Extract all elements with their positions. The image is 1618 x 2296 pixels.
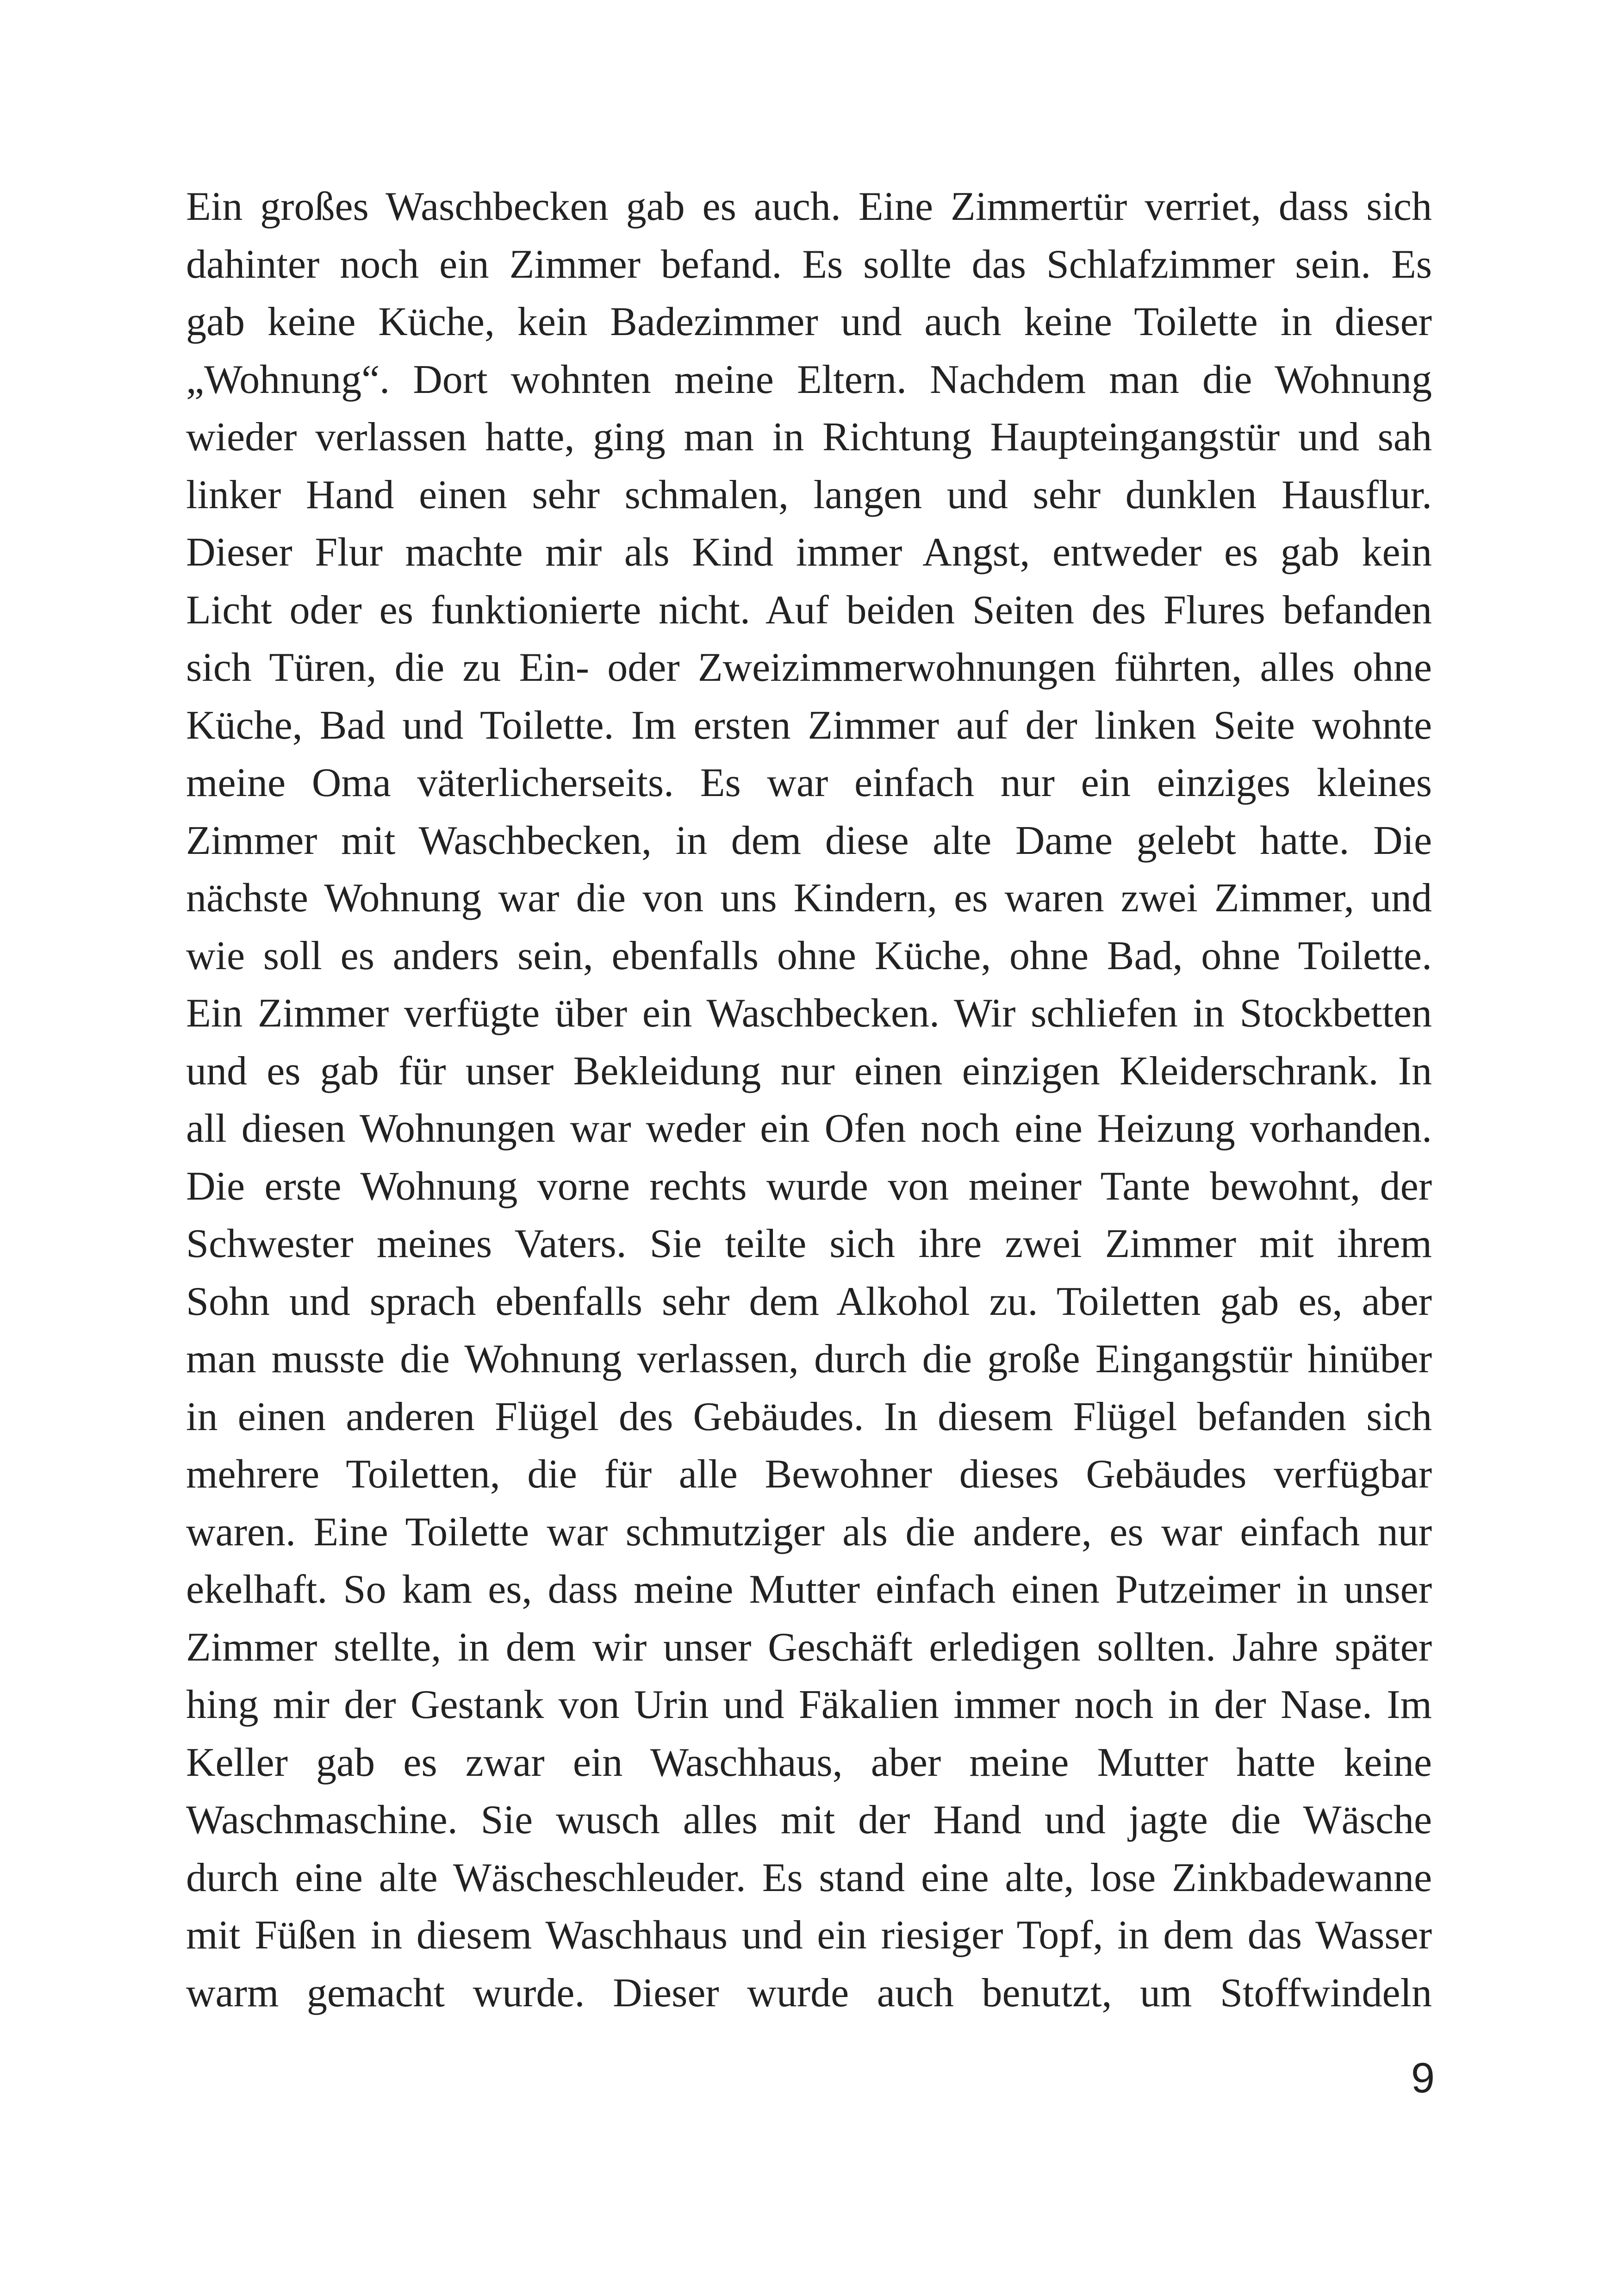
text-line: mit Füßen in diesem Waschhaus und ein riesiger Topf, in dem das Wasser xyxy=(186,1913,1432,1958)
text-line: waren. Eine Toilette war schmutziger als die andere, es war einfach nur xyxy=(186,1509,1432,1555)
text-line: sich Türen, die zu Ein- oder Zweizimmerwohnungen führten, alles ohne xyxy=(186,645,1432,690)
text-line: Küche, Bad und Toilette. Im ersten Zimmer auf der linken Seite wohnte xyxy=(186,703,1432,748)
text-line: mehrere Toiletten, die für alle Bewohner dieses Gebäudes verfügbar xyxy=(186,1452,1432,1497)
text-line: Ein Zimmer verfügte über ein Waschbecken. Wir schliefen in Stockbetten xyxy=(186,991,1432,1036)
text-line: nächste Wohnung war die von uns Kindern, es waren zwei Zimmer, und xyxy=(186,876,1432,921)
text-line: Zimmer mit Waschbecken, in dem diese alte Dame gelebt hatte. Die xyxy=(186,818,1432,863)
text-line: Schwester meines Vaters. Sie teilte sich ihre zwei Zimmer mit ihrem xyxy=(186,1221,1432,1266)
text-line: „Wohnung“. Dort wohnten meine Eltern. Nachdem man die Wohnung xyxy=(186,357,1432,402)
text-line: Waschmaschine. Sie wusch alles mit der Hand und jagte die Wäsche xyxy=(186,1798,1432,1842)
text-line: wie soll es anders sein, ebenfalls ohne Küche, ohne Bad, ohne Toilette. xyxy=(186,933,1432,978)
text-line: Zimmer stellte, in dem wir unser Geschäft erledigen sollten. Jahre später xyxy=(186,1624,1432,1670)
text-line: Ein großes Waschbecken gab es auch. Eine Zimmertür verriet, dass sich xyxy=(186,184,1432,229)
text-line: dahinter noch ein Zimmer befand. Es sollte das Schlafzimmer sein. Es xyxy=(186,242,1432,287)
text-line: wieder verlassen hatte, ging man in Richtung Haupteingangstür und sah xyxy=(186,415,1432,460)
text-line: Die erste Wohnung vorne rechts wurde von meiner Tante bewohnt, der xyxy=(186,1164,1432,1209)
text-line: linker Hand einen sehr schmalen, langen und sehr dunklen Hausflur. xyxy=(186,472,1432,517)
text-line: all diesen Wohnungen war weder ein Ofen noch eine Heizung vorhanden. xyxy=(186,1106,1432,1151)
text-line: durch eine alte Wäscheschleuder. Es stand eine alte, lose Zinkbadewanne xyxy=(186,1855,1432,1900)
text-line: Sohn und sprach ebenfalls sehr dem Alkohol zu. Toiletten gab es, aber xyxy=(186,1279,1432,1324)
text-line: Keller gab es zwar ein Waschhaus, aber meine Mutter hatte keine xyxy=(186,1740,1432,1785)
text-line: ekelhaft. So kam es, dass meine Mutter einfach einen Putzeimer in unser xyxy=(186,1567,1432,1612)
text-line: Dieser Flur machte mir als Kind immer Angst, entweder es gab kein xyxy=(186,530,1432,575)
text-line: meine Oma väterlicherseits. Es war einfach nur ein einziges kleines xyxy=(186,760,1432,805)
text-line: Licht oder es funktionierte nicht. Auf beiden Seiten des Flures befanden xyxy=(186,587,1432,633)
page-number: 9 xyxy=(1411,2054,1435,2102)
text-line: in einen anderen Flügel des Gebäudes. In diesem Flügel befanden sich xyxy=(186,1394,1432,1439)
text-line: gab keine Küche, kein Badezimmer und auch keine Toilette in dieser xyxy=(186,299,1432,344)
text-line: hing mir der Gestank von Urin und Fäkalien immer noch in der Nase. Im xyxy=(186,1682,1432,1727)
body-text xyxy=(186,178,1432,2022)
text-line: warm gemacht wurde. Dieser wurde auch benutzt, um Stoffwindeln xyxy=(186,1970,1432,2016)
text-line: man musste die Wohnung verlassen, durch die große Eingangstür hinüber xyxy=(186,1337,1432,1381)
text-line: und es gab für unser Bekleidung nur einen einzigen Kleiderschrank. In xyxy=(186,1048,1432,1094)
